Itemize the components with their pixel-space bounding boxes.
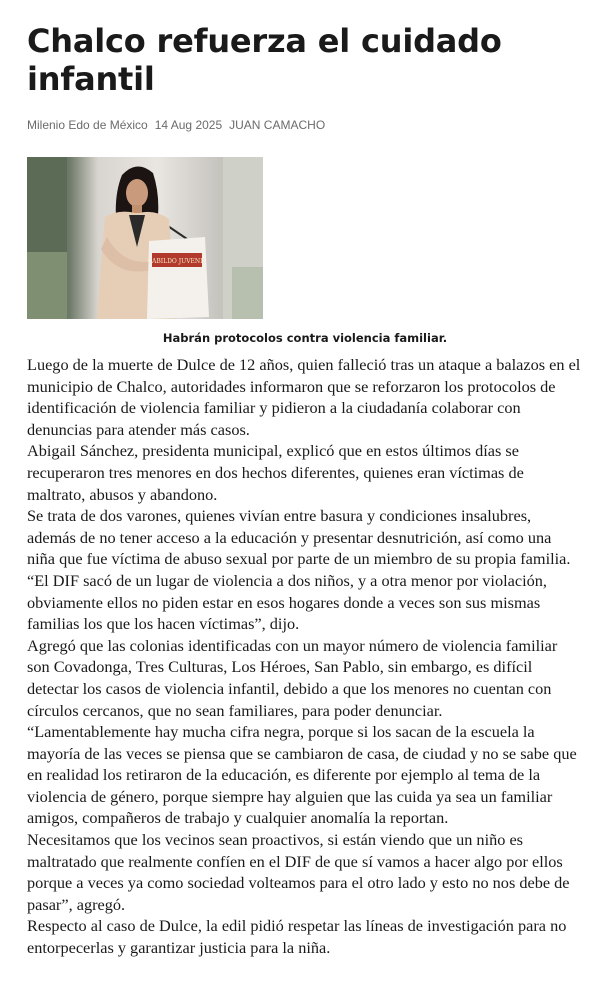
article-body [27, 354, 583, 959]
paragraph: Respecto al caso de Dulce, la edil pidió respetar las líneas de investigación para no entorpecerlas y garantizar justicia para la niña. [27, 916, 567, 958]
article-photo [27, 157, 263, 319]
article-date: 14 Aug 2025 [154, 118, 223, 132]
paragraph: “Lamentablemente hay mucha cifra negra, porque si los sacan de la escuela la mayoría de las veces se piensa que se cambiaron de casa, de ciudad y no se sabe que en realidad los retiraron de la educación, es diferente por ejemplo al tema de la violencia de género, porque siempre hay alguien que las cuida ya sea un familiar amigos, compañeros de trabajo y cualquier anomalía la reportan. [27, 722, 577, 828]
paragraph: Agregó que las colonias identificadas con un mayor número de violencia familiar son Covadonga, Tres Culturas, Los Héroes, San Pablo, sin embargo, es difícil detectar los casos de violencia infantil, debido a que los menores no cuentan con círculos cercanos, que no sean familiares, para poder denunciar. [27, 635, 558, 720]
paragraph: “El DIF sacó de un lugar de violencia a dos niños, y a otra menor por violación, obviamente ellos no piden estar en esos hogares donde a veces son sus mismas familias los que los hacen víctimas”, dijo. [27, 570, 547, 634]
paragraph: Abigail Sánchez, presidenta municipal, explicó que en estos últimos días se recuperaron tres menores en dos hechos diferentes, quienes eran víctimas de maltrato, abusos y abandono. [27, 441, 524, 504]
podium-text: CABILDO JUVENIL [147, 258, 207, 265]
photo-illustration [27, 157, 263, 319]
paragraph: Necesitamos que los vecinos sean proactivos, si están viendo que un niño es maltratado que realmente confíen en el DIF de que sí vamos a hacer algo por ellos porque a veces ya como sociedad volteamos para el otro lado y esto no nos debe de pasar”, agregó. [27, 830, 570, 914]
paragraph: Se trata de dos varones, quienes vivían entre basura y condiciones insalubres, además de no tener acceso a la educación y presentar desnutrición, así como una niña que fue víctima de abuso sexual por parte de un miembro de su propia familia. [27, 506, 571, 569]
article-author: JUAN CAMACHO [229, 118, 326, 132]
article-meta [27, 118, 583, 132]
photo-caption: Habrán protocolos contra violencia familiar. [162, 331, 448, 345]
article [27, 22, 583, 959]
paragraph: Luego de la muerte de Dulce de 12 años, quien falleció tras un ataque a balazos en el municipio de Chalco, autoridades informaron que se reforzaron los protocolos de identificación de violencia familiar y pidieron a la ciudadanía colaborar con denuncias para atender más casos. [27, 355, 581, 439]
article-source: Milenio Edo de México [27, 118, 148, 132]
article-title: Chalco refuerza el cuidado infantil [27, 22, 502, 98]
